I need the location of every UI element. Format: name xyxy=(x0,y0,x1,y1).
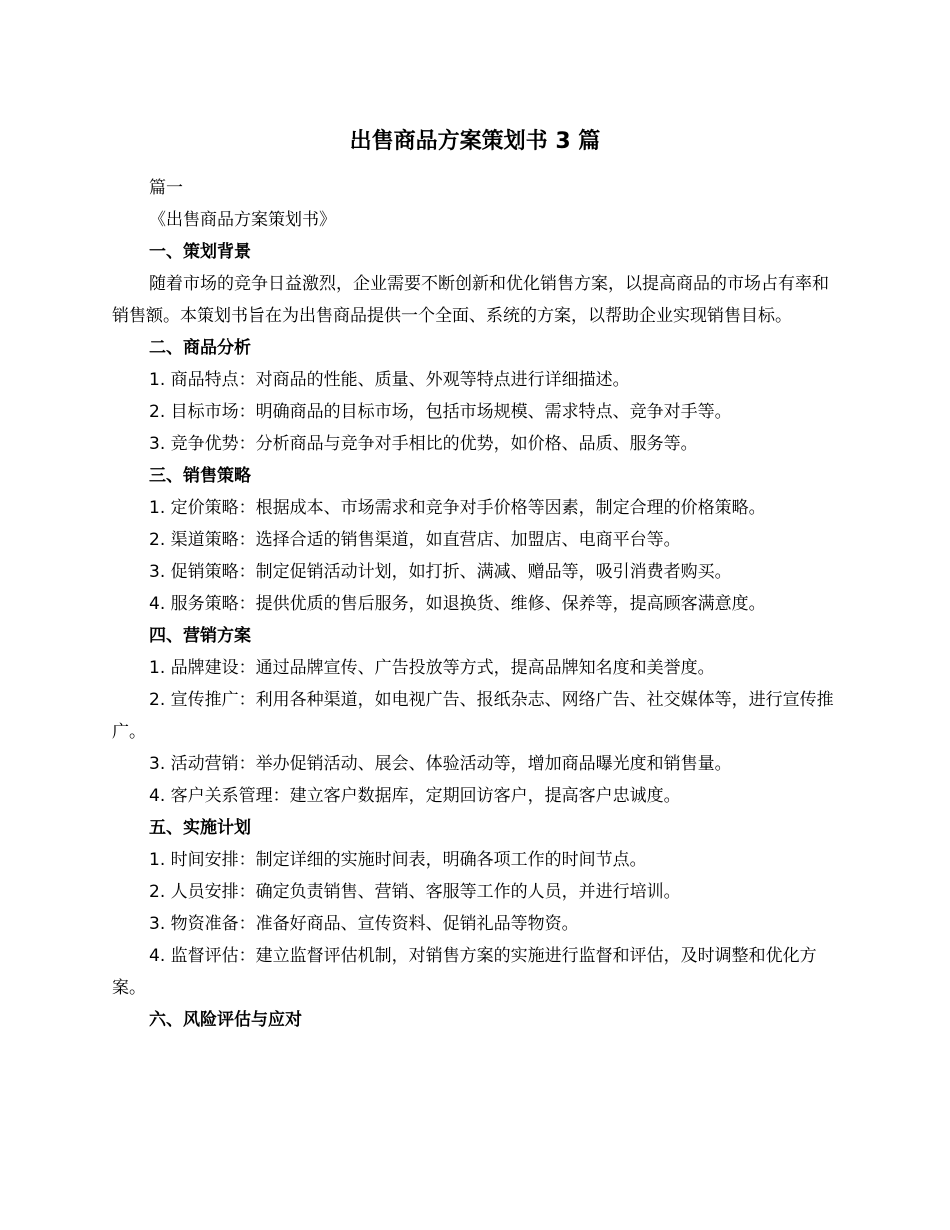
section-heading: 五、实施计划 xyxy=(149,818,251,838)
document-body xyxy=(112,172,842,1036)
document-subtitle: 《出售商品方案策划书》 xyxy=(149,210,336,230)
section-heading: 三、销售策略 xyxy=(149,466,251,486)
list-item: 3. 活动营销：举办促销活动、展会、体验活动等，增加商品曝光度和销售量。 xyxy=(149,754,732,774)
document-title: 出售商品方案策划书 3 篇 xyxy=(349,129,601,154)
list-item: 2. 宣传推广：利用各种渠道，如电视广告、报纸杂志、网络广告、社交媒体等，进行宣传推广。 xyxy=(112,690,834,742)
section-heading: 二、商品分析 xyxy=(149,338,251,358)
list-item: 1. 品牌建设：通过品牌宣传、广告投放等方式，提高品牌知名度和美誉度。 xyxy=(149,658,715,678)
list-item: 4. 客户关系管理：建立客户数据库，定期回访客户，提高客户忠诚度。 xyxy=(149,786,681,806)
list-item: 3. 物资准备：准备好商品、宣传资料、促销礼品等物资。 xyxy=(149,914,579,934)
section-heading: 六、风险评估与应对 xyxy=(149,1010,302,1030)
list-item: 4. 服务策略：提供优质的售后服务，如退换货、维修、保养等，提高顾客满意度。 xyxy=(149,594,766,614)
list-item: 2. 渠道策略：选择合适的销售渠道，如直营店、加盟店、电商平台等。 xyxy=(149,530,681,550)
body-paragraph: 随着市场的竞争日益激烈，企业需要不断创新和优化销售方案，以提高商品的市场占有率和销售额。本策划书旨在为出售商品提供一个全面、系统的方案，以帮助企业实现销售目标。 xyxy=(112,274,829,326)
list-item: 3. 促销策略：制定促销活动计划，如打折、满减、赠品等，吸引消费者购买。 xyxy=(149,562,732,582)
section-label: 篇一 xyxy=(149,178,183,198)
list-item: 4. 监督评估：建立监督评估机制，对销售方案的实施进行监督和评估，及时调整和优化方案。 xyxy=(112,946,817,998)
list-item: 1. 定价策略：根据成本、市场需求和竞争对手价格等因素，制定合理的价格策略。 xyxy=(149,498,766,518)
list-item: 1. 商品特点：对商品的性能、质量、外观等特点进行详细描述。 xyxy=(149,370,630,390)
list-item: 1. 时间安排：制定详细的实施时间表，明确各项工作的时间节点。 xyxy=(149,850,647,870)
section-heading: 四、营销方案 xyxy=(149,626,251,646)
list-item: 2. 目标市场：明确商品的目标市场，包括市场规模、需求特点、竞争对手等。 xyxy=(149,402,732,422)
list-item: 3. 竞争优势：分析商品与竞争对手相比的优势，如价格、品质、服务等。 xyxy=(149,434,698,454)
section-heading: 一、策划背景 xyxy=(149,242,251,262)
list-item: 2. 人员安排：确定负责销售、营销、客服等工作的人员，并进行培训。 xyxy=(149,882,681,902)
